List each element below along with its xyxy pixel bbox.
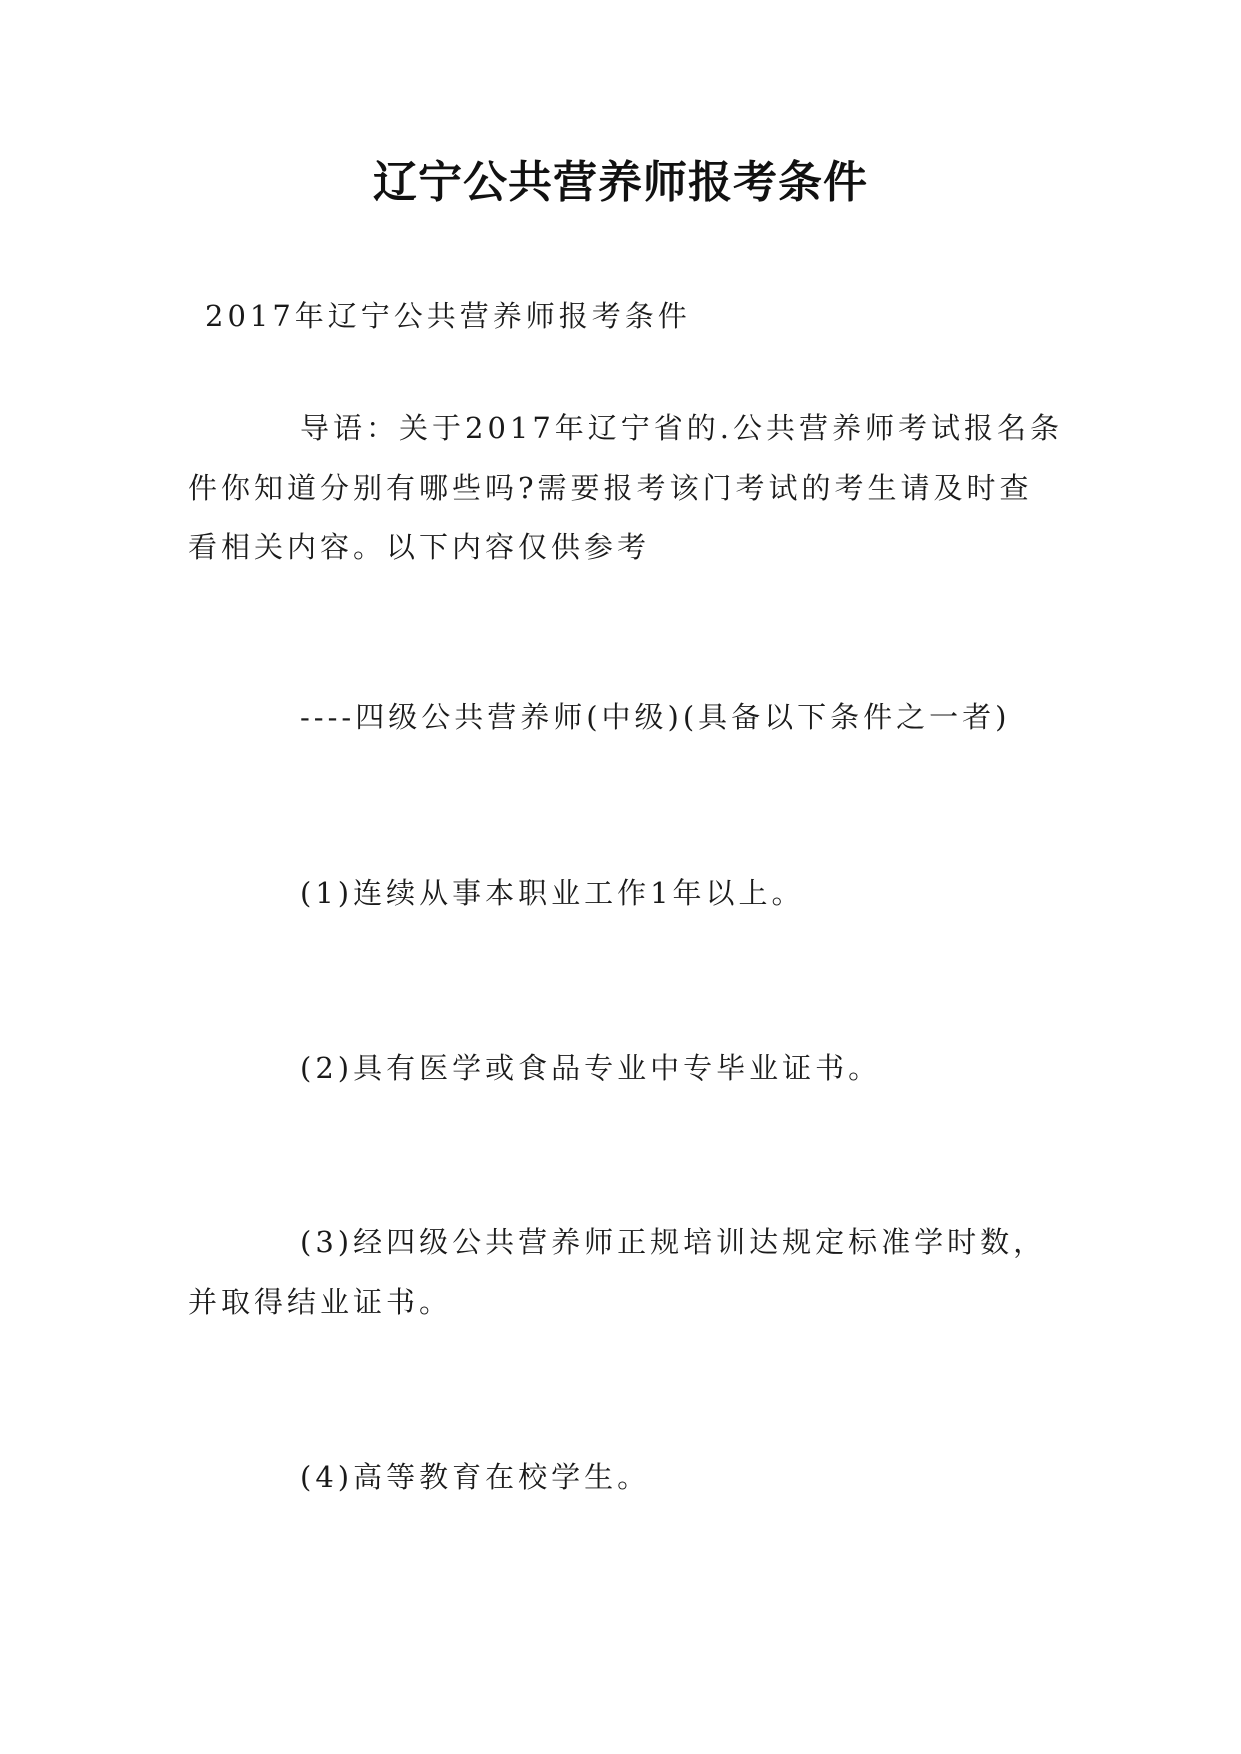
intro-line-2: 件你知道分别有哪些吗?需要报考该门考试的考生请及时查 xyxy=(188,471,1033,505)
intro-line-1: 导语：关于2017年辽宁省的.公共营养师考试报名条 xyxy=(300,411,1064,445)
condition-3-line-2: 并取得结业证书。 xyxy=(188,1285,453,1319)
section-heading: ----四级公共营养师(中级)(具备以下条件之一者) xyxy=(300,700,1011,734)
document-subtitle: 2017年辽宁公共营养师报考条件 xyxy=(205,299,691,333)
condition-1: (1)连续从事本职业工作1年以上。 xyxy=(300,876,805,910)
condition-3-line-1: (3)经四级公共营养师正规培训达规定标准学时数， xyxy=(300,1225,1047,1259)
condition-2: (2)具有医学或食品专业中专毕业证书。 xyxy=(300,1051,882,1085)
condition-4: (4)高等教育在校学生。 xyxy=(300,1460,651,1494)
document-title: 辽宁公共营养师报考条件 xyxy=(373,157,868,208)
intro-line-3: 看相关内容。以下内容仅供参考 xyxy=(188,530,651,564)
